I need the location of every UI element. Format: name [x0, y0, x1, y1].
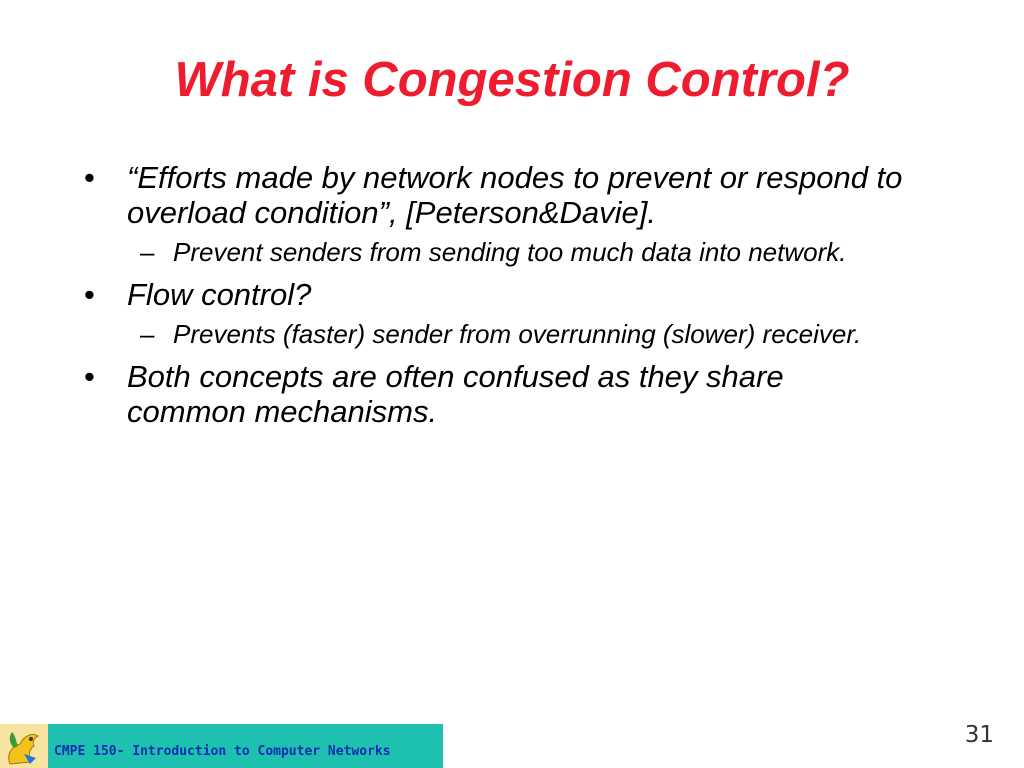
sub-bullet-item	[84, 318, 904, 351]
footer-course-title: CMPE 150- Introduction to Computer Networks	[54, 744, 391, 759]
bullet-list	[84, 160, 904, 435]
mascot-logo-icon	[0, 724, 48, 768]
sub-bullet-marker: –	[140, 319, 155, 349]
bullet-text: Flow control?	[127, 277, 312, 312]
bullet-item	[84, 277, 904, 312]
page-number: 31	[964, 722, 994, 748]
sub-bullet-text: Prevents (faster) sender from overrunning (slower) receiver.	[173, 319, 862, 349]
sub-bullet-text: Prevent senders from sending too much data into network.	[173, 237, 847, 267]
bullet-marker: •	[84, 359, 95, 394]
bullet-text: Both concepts are often confused as they share common mechanisms.	[127, 359, 784, 429]
slide-title: What is Congestion Control?	[174, 53, 850, 107]
bullet-marker: •	[84, 160, 95, 195]
bullet-text: “Efforts made by network nodes to prevent or respond to overload condition”, [Peterson&Davie].	[127, 160, 903, 230]
sub-bullet-item	[84, 236, 904, 269]
sub-bullet-marker: –	[140, 237, 155, 267]
bullet-item	[84, 160, 904, 230]
bullet-item	[84, 359, 904, 429]
bullet-marker: •	[84, 277, 95, 312]
